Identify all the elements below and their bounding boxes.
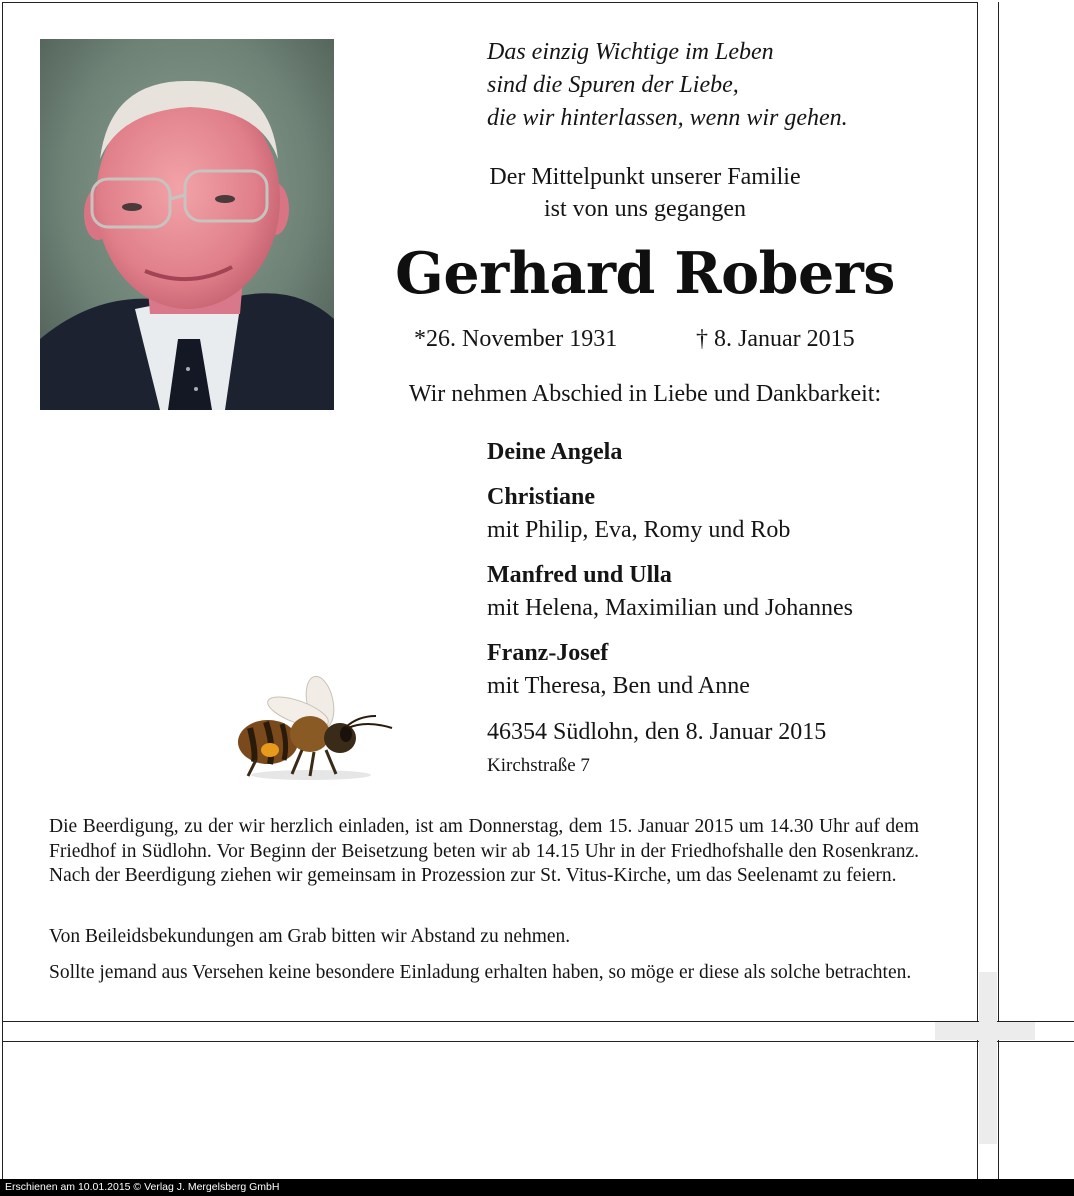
- deceased-name: Gerhard Robers: [395, 240, 895, 307]
- address: Kirchstraße 7: [487, 755, 590, 776]
- condolences-paragraph: Von Beileidsbekundungen am Grab bitten wir Abstand zu nehmen.: [49, 926, 571, 947]
- poem: [487, 36, 848, 135]
- family-member: [487, 484, 595, 511]
- poem-line-2: sind die Spuren der Liebe,: [487, 72, 739, 98]
- intro-line-1: Der Mittelpunkt unserer Familie: [489, 164, 801, 190]
- frame-right-outer: [998, 2, 999, 1179]
- funeral-paragraph: Die Beerdigung, zu der wir herzlich einladen, ist am Donnerstag, dem 15. Januar 2015 um 14.30 Uhr auf dem Friedhof in Südlohn. Vor Beginn der Beisetzung beten wir ab 14.15 Uhr in der Friedhofshalle den Rosenkranz. Nach der Beerdigung ziehen wir gemeinsam in Prozession zur St. Vitus-Kirche, um das Seelenamt zu feiern.: [49, 816, 919, 886]
- family-member-name: Manfred und Ulla: [487, 562, 672, 588]
- poem-line-1: Das einzig Wichtige im Leben: [487, 39, 774, 65]
- family-member-detail: mit Helena, Maximilian und Johannes: [487, 595, 853, 621]
- death-date: † 8. Januar 2015: [696, 326, 855, 352]
- intro-line-2: ist von uns gegangen: [544, 196, 746, 222]
- family-member: [487, 439, 622, 466]
- bee-icon: [236, 672, 396, 782]
- family-member-name: Christiane: [487, 484, 595, 510]
- family-member-name: Deine Angela: [487, 439, 623, 465]
- place-date: 46354 Südlohn, den 8. Januar 2015: [487, 719, 827, 745]
- family-member: [487, 562, 672, 589]
- cross-icon-vertical: [979, 972, 997, 1144]
- family-member-detail: mit Philip, Eva, Romy und Rob: [487, 517, 791, 543]
- frame-bottom-1: [2, 1021, 1074, 1022]
- family-member-name: Franz-Josef: [487, 640, 609, 666]
- poem-line-3: die wir hinterlassen, wenn wir gehen.: [487, 105, 848, 131]
- portrait-photo: [40, 39, 334, 410]
- frame-bottom-2: [2, 1041, 1074, 1042]
- cross-icon-horizontal: [935, 1022, 1035, 1040]
- family-member: [487, 640, 608, 667]
- publication-footer: Erschienen am 10.01.2015 © Verlag J. Mergelsberg GmbH: [0, 1179, 1074, 1196]
- farewell-line: Wir nehmen Abschied in Liebe und Dankbarkeit:: [408, 381, 882, 407]
- family-member-detail: mit Theresa, Ben und Anne: [487, 673, 750, 699]
- birth-date: *26. November 1931: [414, 326, 618, 352]
- frame-left: [2, 2, 3, 1179]
- frame-right: [977, 2, 978, 1179]
- frame-top: [2, 2, 978, 3]
- invitation-paragraph: Sollte jemand aus Versehen keine besondere Einladung erhalten haben, so möge er diese als solche betrachten.: [49, 962, 912, 983]
